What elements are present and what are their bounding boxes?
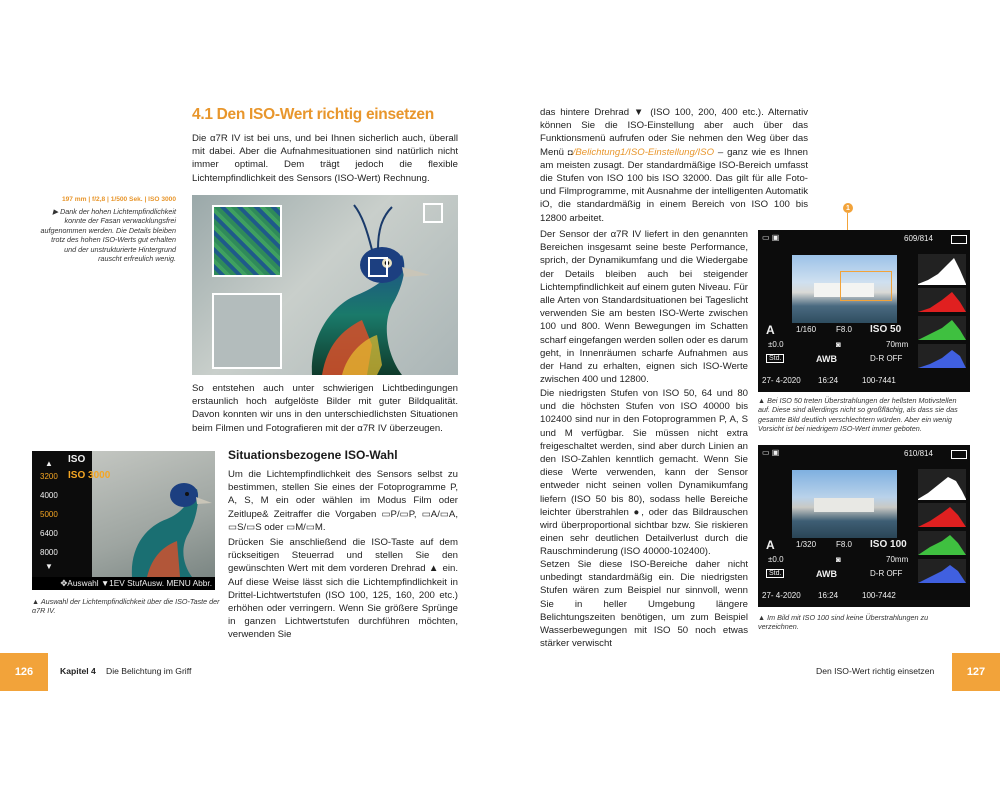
footer-section-title: Den ISO-Wert richtig einsetzen [816, 666, 935, 676]
iso-scale-3200: 3200 [40, 472, 58, 481]
iso-scale-4000: 4000 [40, 491, 58, 500]
screen2-aperture: F8.0 [836, 540, 853, 549]
screen1-metering-icon: ◙ [836, 340, 841, 349]
camera-preview-image [92, 451, 215, 577]
screen2-date: 27- 4-2020 [762, 591, 801, 600]
iso-scale-6400: 6400 [40, 529, 58, 538]
right-paragraph-top-end: – ganz wie es Ihnen am meisten zusagt. Der standardmäßige ISO-Bereich umfasst die Stufen von ISO 100 bis ISO 32000. Das gilt für alle Foto- und Filmprogramme, mit Ausnahme der intelligenten Automatik iO, die standardmäßig in einem Bereich von ISO 100 bis 12800 arbeitet. [540, 146, 808, 224]
screen1-focal: 70mm [886, 340, 909, 349]
iso-paragraph-1: Um die Lichtempfindlichkeit des Sensors selbst zu bestimmen, stellen Sie eines der Fotoprogramme P, A, S, M ein oder wählen im Modus Film oder Zeitlupe& Zeitraffer die Vorgaben ▭P/▭P, ▭A/▭A, ▭S/▭S oder ▭M/▭M. [228, 469, 458, 533]
exif-info: 197 mm | f/2,8 | 1/500 Sek. | ISO 3000 [61, 196, 176, 203]
screen1-caption: ▲ Bei ISO 50 treten Überstrahlungen der hellsten Motivstellen auf. Diese sind allerdings nicht so großflächig, als dass sie das gesamte Bild deutlich verschlechtern würden. Aber ein wenig Vorsicht ist bei niedrigem ISO-Wert immer geboten. [758, 396, 958, 434]
after-photo-paragraph: So entstehen auch unter schwierigen Lichtbedingungen erstaunlich hoch aufgelöste Bilder mit guter Bildqualität. Davon konnten wir uns in den unterschiedlichsten Situationen beim Filmen und Fotografieren mit der α7R IV überzeugen. [192, 383, 458, 434]
camera-iso-screen [32, 451, 215, 590]
screen2-shutter: 1/320 [796, 540, 817, 549]
screen1-iso: ISO 50 [870, 324, 902, 335]
screen2-histogram-blue [918, 559, 966, 583]
screen1-shutter: 1/160 [796, 325, 817, 334]
screen2-mode: A [766, 538, 775, 552]
right-paragraph-top [540, 106, 808, 225]
playback-screen-iso100 [758, 445, 970, 607]
photo-side-caption: ▶ Dank der hohen Lichtempfindlichkeit konnte der Fasan verwacklungsfrei aufgenommen werden. Die Details bleiben trotz des hohen ISO-Werts gut erhalten und der unstrukturierte Hintergrund rauscht erfreulich wenig. [40, 207, 176, 264]
page-number-right: 127 [952, 653, 1000, 691]
iso-label: ISO [68, 454, 86, 465]
right-paragraph-3: Die niedrigsten Stufen von ISO 50, 64 und 80 und die höchsten Stufen von ISO 40000 bis 102400 sind nur in den Fotoprogrammen P, A, S und M verfügbar. Sie müssen nicht extra freigeschaltet werden, sind aber durch Linien an den ISO-Zahlen kenntlich gemacht. Wenn Sie diese Werte verwenden, kann der Sensor entweder nicht seinen vollen Dynamikumfang liefern (ISO 50 bis 80), sodass helle Bereiche leichter überstrahlen ●, oder das Bildrauschen wird überproportional sichtbar bzw. Sie riskieren einen sehr deutlichen Detailverlust durch die Rauschminderung (ISO 40000-102400). [540, 388, 748, 558]
screen1-awb: AWB [816, 354, 837, 364]
camera-menu-icon: ◘ [567, 147, 573, 157]
iso-scale-5000: 5000 [40, 510, 58, 519]
screen2-metering-icon: ◙ [836, 555, 841, 564]
intro-paragraph: Die α7R IV ist bei uns, und bei Ihnen sicherlich auch, überall mit dabei. Aber die Aufnahmesituationen sind natürlich nicht immer optimal. Dem trägt jedoch die flexible Lichtempfindlichkeit des Sensors (ISO-Wert) Rechnung. [192, 133, 458, 184]
screen1-time: 16:24 [818, 376, 839, 385]
screen2-file: 100-7442 [862, 591, 896, 600]
screen2-iso: ISO 100 [870, 539, 907, 550]
screen1-ev: ±0.0 [768, 340, 784, 349]
screen1-histogram-red [918, 288, 966, 312]
iso-scale-down-icon: ▼ [45, 562, 53, 571]
screen2-awb: AWB [816, 569, 837, 579]
iso-selected-value: ISO 3000 [68, 470, 111, 481]
right-paragraph-2: Der Sensor der α7R IV liefert in den genannten Bereichen insgesamt seine beste Performance, sprich, der Dynamikumfang und die Wiedergabe der Details bleiben auch bei steigender Lichtempfindlichkeit auf einem guten Niveau. Für alle Arten von Standardsituationen bei Tageslicht verwenden Sie am besten ISO-Werte zwischen 100 und 800. Wenn Bewegungen im Schatten scharf eingefangen werden sollen oder es darum geht, in Innenräumen scharfe Aufnahmen aus der Hand zu erhalten, eignen sich ISO-Werte zwischen 400 und 12800. [540, 229, 748, 386]
screen1-battery-icon [951, 235, 967, 244]
screen2-mode-icons: ▭ ▣ [762, 448, 780, 457]
screen1-histogram-luma [918, 254, 966, 285]
crop-marker-head [368, 257, 388, 277]
menu-path-exposure: /Belichtung1 [572, 146, 626, 158]
screen2-time: 16:24 [818, 591, 839, 600]
screen2-style: Std. [766, 569, 784, 578]
playback-screen-iso50 [758, 230, 970, 392]
right-paragraph-top-text: das hintere Drehrad ▼ (ISO 100, 200, 400 etc.). Alternativ können Sie die ISO-Einstellung aber auch über das Funktionsmenü aufrufen oder Sie nehmen den Weg über das Menü [540, 107, 808, 158]
sub-heading: Situationsbezogene ISO-Wahl [228, 448, 398, 462]
section-heading: 4.1 Den ISO-Wert richtig einsetzen [192, 106, 434, 123]
screen2-histogram-luma [918, 469, 966, 500]
screen2-battery-icon [951, 450, 967, 459]
chapter-label: Kapitel 4 [60, 666, 96, 676]
iso-scale-8000: 8000 [40, 548, 58, 557]
screen1-histogram-blue [918, 344, 966, 368]
screen1-aperture: F8.0 [836, 325, 853, 334]
zoom-crop-detail [212, 205, 282, 277]
iso-screen-bottom-bar: ✥Auswahl ▼1EV StufAusw. MENU Abbr. [60, 578, 212, 588]
zoom-crop-background [212, 293, 282, 369]
screen2-thumbnail [792, 470, 897, 538]
screen2-focal: 70mm [886, 555, 909, 564]
screen1-file: 100-7441 [862, 376, 896, 385]
screen1-histogram-green [918, 316, 966, 340]
screen2-histogram-green [918, 531, 966, 555]
annotation-marker: 1 [843, 203, 853, 213]
page-number-left: 126 [0, 653, 48, 691]
camera-screen-caption: ▲ Auswahl der Lichtempfindlichkeit über die ISO-Taste der α7R IV. [32, 597, 220, 616]
screen1-mode-icons: ▭ ▣ [762, 233, 780, 242]
screen2-caption: ▲ Im Bild mit ISO 100 sind keine Überstrahlungen zu verzeichnen. [758, 613, 929, 632]
screen2-dro: D-R OFF [870, 569, 903, 578]
menu-path-iso-setting: /ISO-Einstellung [625, 146, 695, 158]
screen1-counter: 609/814 [904, 234, 933, 243]
screen1-thumbnail [792, 255, 897, 323]
iso-paragraph-2: Drücken Sie anschließend die ISO-Taste auf dem rückseitigen Steuerrad und stellen Sie den gewünschten Wert mit dem vorderen Drehrad ▲ ein. Auf diese Weise lässt sich die Lichtempfindlichkeit in Drittel-Lichtwertstufen (ISO 100, 125, 160, 200 etc.) erhöhen oder verringern. Wenn Sie größere Sprünge in ganzen Lichtwertstufen durchführen möchten, verwenden Sie [228, 537, 458, 641]
screen2-histogram-red [918, 503, 966, 527]
chapter-title: Die Belichtung im Griff [106, 666, 192, 676]
screen1-dro: D-R OFF [870, 354, 903, 363]
screen2-ev: ±0.0 [768, 555, 784, 564]
menu-path-iso: /ISO [694, 146, 715, 158]
screen1-date: 27- 4-2020 [762, 376, 801, 385]
crop-marker-top-right [423, 203, 443, 223]
screen1-style: Std. [766, 354, 784, 363]
right-paragraph-4: Setzen Sie diese ISO-Bereiche daher nicht unbedingt standardmäßig ein. Die niedrigsten Stufen wären zum Beispiel nur sinnvoll, wenn Sie in heller Umgebung längere Belichtungszeiten benötigen, um zum Beispiel Wasserbewegungen mit ISO 50 noch etwas stärker verwischt [540, 559, 748, 650]
iso-scale-up-icon: ▲ [45, 459, 53, 468]
pheasant-photo [192, 195, 458, 375]
screen1-mode: A [766, 323, 775, 337]
screen2-counter: 610/814 [904, 449, 933, 458]
